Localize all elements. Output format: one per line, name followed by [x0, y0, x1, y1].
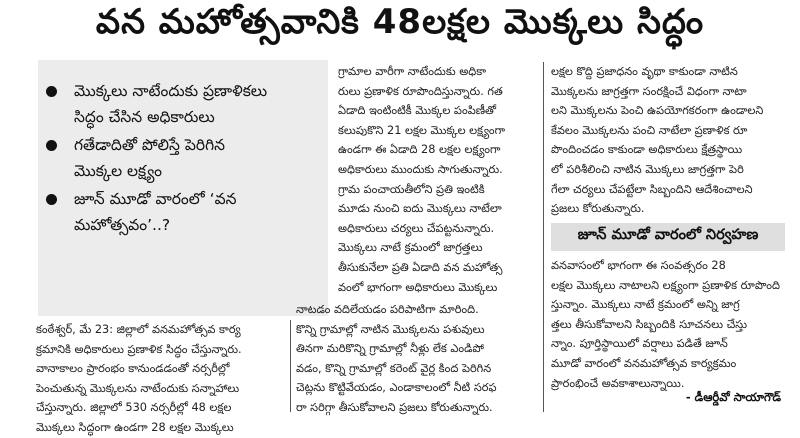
text-line: వంలో భాగంగా అధికారులు మొక్కలు [338, 280, 498, 294]
headline: వన మహోత్సవానికి 48లక్షల మొక్కలు సిద్ధం [95, 2, 705, 42]
article-column-middle [338, 62, 536, 297]
text-line: నాటడం వదిలేయడం పరిపాటిగా మారింది. [296, 303, 479, 316]
text-line: లక్షల మొక్కలు నాటాలని లక్ష్యంగా ప్రణాళిక రూపొంది [551, 278, 780, 292]
text-line: చెట్లను కొట్టివేయడం, ఎండాకాలంలో నీటి సరఫ [296, 381, 497, 395]
bullet-icon [46, 140, 57, 151]
text-line: లక్షల కొద్ది ప్రజాధనం వృథా కాకుండా నాటిన [551, 65, 738, 78]
text-line: అధికారులు చర్యలు చేపట్టనున్నారు. [338, 221, 495, 235]
text-line: రులు ప్రణాళిక రూపొందిస్తున్నారు. గత [338, 84, 503, 98]
text-line: ప్రారంభించే అవకాశాలున్నాయి. [551, 376, 685, 390]
highlight-line: మొక్కల లక్ష్యం [74, 162, 162, 180]
column-divider [290, 320, 291, 412]
text-line: గేలా చర్యలు చేపట్టేలా సిబ్బందిని ఆదేశించాలని [551, 182, 753, 196]
text-line: గ్రామ పంచాయతీలోని ప్రతి ఇంటికి [338, 182, 485, 196]
highlight-line: మహోత్సవం’..? [74, 216, 171, 234]
highlight-line: సిద్ధం చేసిన అధికారులు [74, 108, 215, 126]
text-line: ఉండగా ఈ ఏడాది 28 లక్షల లక్ష్యంగా [338, 143, 501, 157]
text-line: కలుపుకొని 21 లక్షల మొక్కల లక్ష్యంగా [338, 123, 506, 137]
text-line: ప్రజలు కోరుతున్నారు. [551, 202, 645, 216]
article-column-middle-lower [296, 300, 536, 418]
text-line: న్నాం. పూర్తిస్థాయిలో వర్షాలు పడితే జూన్ [551, 337, 728, 351]
text-line: చేస్తున్నారు. జిల్లాలో 530 నర్సరీల్లో 48 లక్షల [36, 401, 232, 415]
text-line: పొందించడం కాకుండా అధికారులు క్షేత్రస్థాయి [551, 143, 743, 157]
text-line: మొక్కలను జాగ్రత్తగా సంరక్షించే విధంగా నాటా [551, 84, 747, 98]
text-line: కేవలం మొక్కలను పంచి నాటేలా ప్రణాళిక రూ [551, 123, 748, 137]
highlight-item [44, 132, 324, 184]
text-line: వనవాసంలో భాగంగా ఈ సంవత్సరం 28 [551, 259, 726, 272]
subheading: జూన్ మూడో వారంలో నిర్వహణ [551, 223, 785, 251]
text-line: అధికారులు ముందుకు సాగుతున్నారు. [338, 162, 503, 176]
text-line: మొక్కలు నాటే క్రమంలో జాగ్రత్తలు [338, 241, 483, 255]
text-line: క్రమానికి అధికారులు ప్రణాళిక సిద్ధం చేస్తున్నారు. [36, 342, 242, 356]
text-line: ఏడాది ఇంటింటికీ మొక్కల పంపిణీతో [338, 104, 497, 118]
text-line: కంఠేశ్వర్, మే 23: జిల్లాలో వనమహోత్సవ కార్య [36, 323, 241, 336]
text-line: లని మొక్కలను పెంచి ఉపయోగకరంగా ఉండాలని [551, 104, 764, 118]
text-line: మూడో వారంలో వనమహోత్సవ కార్యక్రమం [551, 356, 737, 370]
highlight-line: మొక్కలు నాటేందుకు ప్రణాళికలు [74, 82, 268, 100]
text-line: మొక్కలు సిద్ధంగా ఉండగా 28 లక్షల మొక్కలు [36, 420, 234, 434]
bullet-icon [46, 86, 57, 97]
highlights-list [44, 78, 324, 240]
highlight-line: జూన్ మూడో వారంలో ‘వన [74, 190, 237, 208]
text-line: కొన్ని గ్రామాల్లో నాటిన మొక్కలను పశువులు [296, 322, 485, 336]
text-line: మూడు నుంచి ఐదు మొక్కలు నాటేలా [338, 202, 502, 216]
byline: - డీఆర్డీవో సాయాగౌడ్ [685, 390, 781, 404]
column-divider [543, 62, 544, 412]
highlight-item [44, 186, 324, 238]
text-line: తినగా మరికొన్ని గ్రామాల్లో నీళ్లు లేక ఎండిపో [296, 342, 484, 356]
article-column-left [36, 320, 286, 438]
text-line: త్తలు తీసుకోవాలని సిబ్బందికి సూచనలు చేస్తు [551, 317, 748, 331]
text-line: స్తున్నాం. మొక్కలు నాటే క్రమంలో అన్ని జాగ్ర [551, 298, 740, 312]
article-column-right [551, 62, 787, 219]
bullet-icon [46, 194, 57, 205]
text-line: వానాకాలం ప్రారంభం కానుండడంతో నర్సరీల్లో [36, 362, 230, 376]
highlight-item [44, 78, 324, 130]
highlight-line: గతేడాదితో పోలిస్తే పెరిగిన [74, 136, 225, 154]
text-line: గ్రామాల వారీగా నాటేందుకు అధికా [338, 65, 487, 78]
text-line: రా సరిగ్గా తీసుకోవాలని ప్రజలు కోరుతున్నారు. [296, 400, 493, 414]
text-line: లో పరిశీలించి నాటిన మొక్కలు జాగ్రత్తగా పెరి [551, 162, 744, 176]
text-line: పెంచుతున్న మొక్కలను నాటేందుకు సన్నాహాలు [36, 381, 240, 395]
text-line: వడం, కొన్ని గ్రామాల్లో కరెంట్ వైర్ల కింద పెరిగిన [296, 361, 492, 375]
article-column-right-lower [551, 256, 787, 393]
text-line: తీసుకునేలా ప్రతి ఏడాది వన మహోత్స [338, 260, 503, 274]
